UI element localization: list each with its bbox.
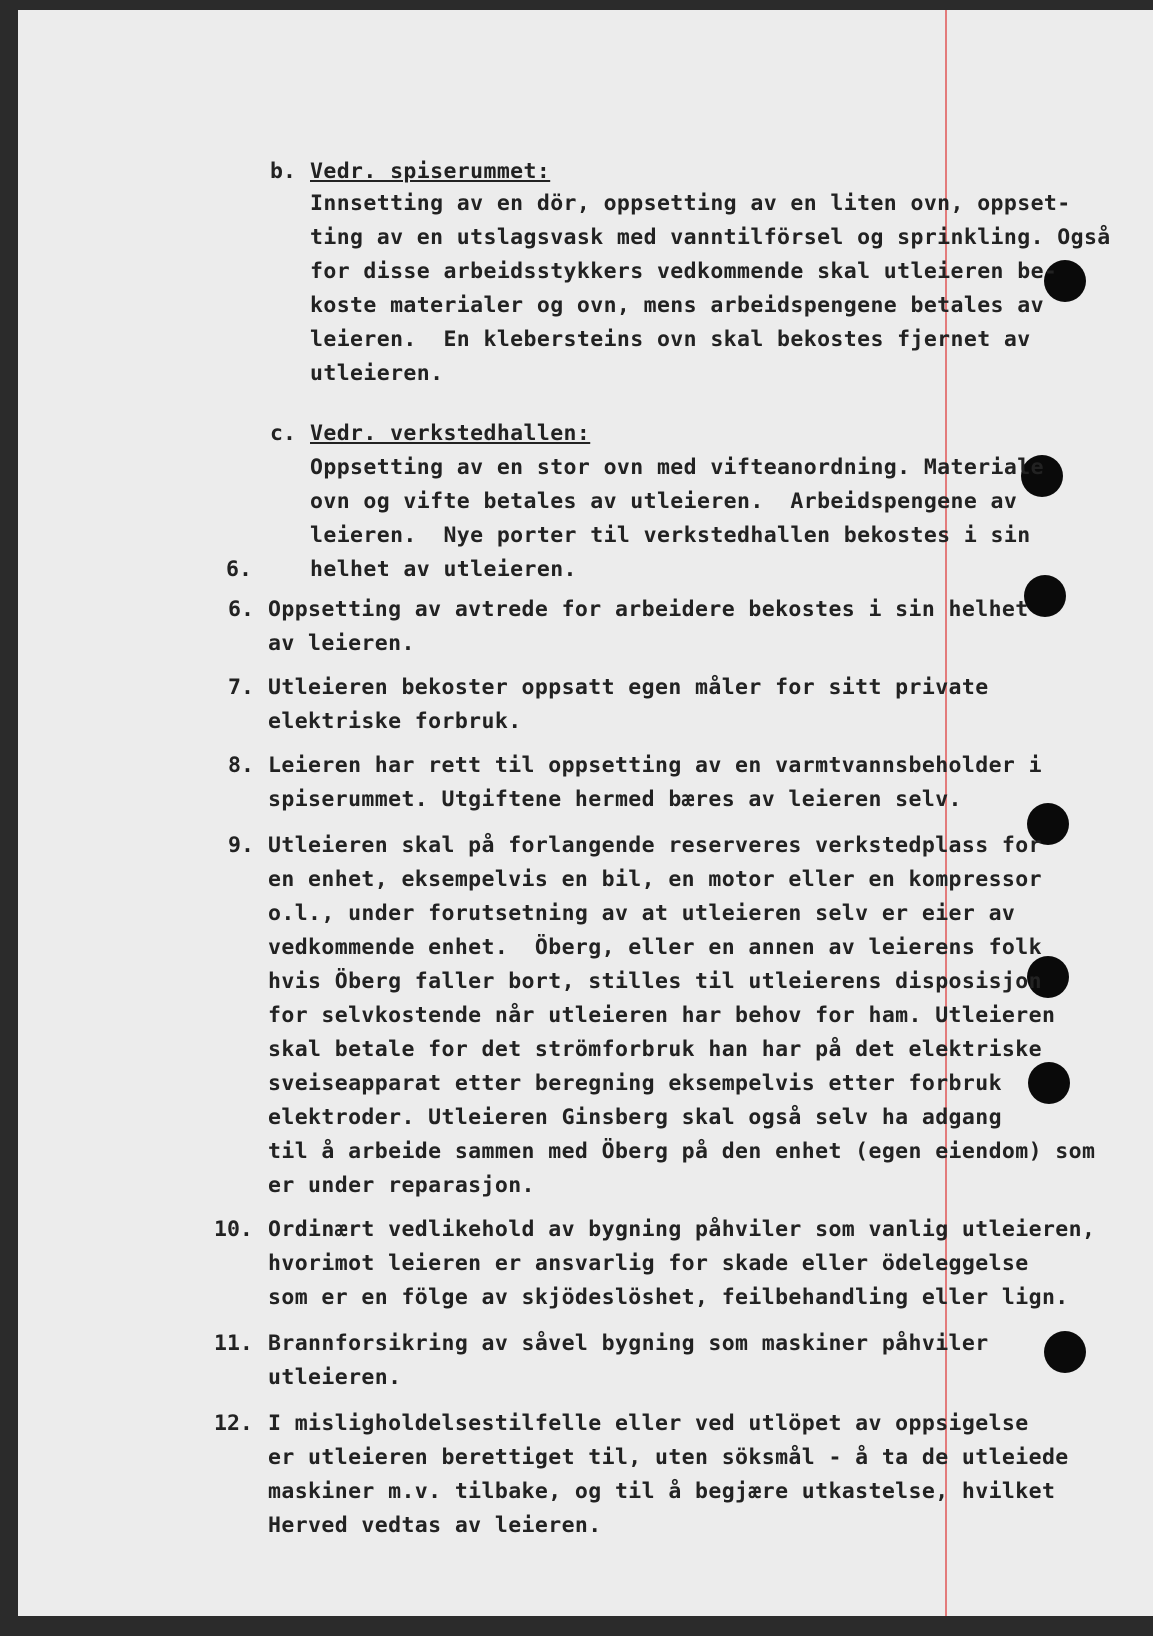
item-number: 7. bbox=[228, 675, 254, 700]
item-line: Ordinært vedlikehold av bygning påhviler som vanlig utleieren, bbox=[268, 1217, 1096, 1242]
section-c-heading: Vedr. verkstedhallen: bbox=[310, 421, 591, 446]
item-line: for selvkostende når utleieren har behov for ham. Utleieren bbox=[268, 1003, 1056, 1028]
item-line: Herved vedtas av leieren. bbox=[268, 1513, 602, 1538]
item-number: 12. bbox=[214, 1411, 253, 1436]
item-number: 8. bbox=[228, 753, 254, 778]
item-line: Utleieren bekoster oppsatt egen måler for sitt private bbox=[268, 675, 989, 700]
item-line: er utleieren berettiget til, uten söksmål - å ta de utleiede bbox=[268, 1445, 1069, 1470]
section-b-line: ting av en utslagsvask med vanntilförsel og sprinkling. Også bbox=[310, 225, 1111, 250]
item-line: Leieren har rett til oppsetting av en varmtvannsbeholder i bbox=[268, 753, 1042, 778]
punch-hole bbox=[1028, 1062, 1070, 1104]
item-number: 11. bbox=[214, 1331, 253, 1356]
item-number: 9. bbox=[228, 833, 254, 858]
item-line: Brannforsikring av såvel bygning som maskiner påhviler bbox=[268, 1331, 989, 1356]
section-c-line: ovn og vifte betales av utleieren. Arbeidspengene av bbox=[310, 489, 1018, 514]
item-line: Oppsetting av avtrede for arbeidere bekostes i sin helhet bbox=[268, 597, 1029, 622]
item-line: vedkommende enhet. Öberg, eller en annen av leierens folk bbox=[268, 935, 1042, 960]
item-line: en enhet, eksempelvis en bil, en motor eller en kompressor bbox=[268, 867, 1042, 892]
section-b-heading: Vedr. spiserummet: bbox=[310, 159, 551, 184]
item-line: til å arbeide sammen med Öberg på den enhet (egen eiendom) som bbox=[268, 1139, 1096, 1164]
item-number: 10. bbox=[214, 1217, 253, 1242]
item-line: sveiseapparat etter beregning eksempelvis etter forbruk bbox=[268, 1071, 1002, 1096]
section-b-label: b. bbox=[270, 159, 296, 184]
item-line: elektroder. Utleieren Ginsberg skal også selv ha adgang bbox=[268, 1105, 1002, 1130]
section-c-label: c. bbox=[270, 421, 296, 446]
item-line: Utleieren skal på forlangende reserveres verkstedplass for bbox=[268, 833, 1042, 858]
section-b-line: leieren. En klebersteins ovn skal bekostes fjernet av bbox=[310, 327, 1031, 352]
item-line: o.l., under forutsetning av at utleieren selv er eier av bbox=[268, 901, 1016, 926]
section-c-line: helhet av utleieren. bbox=[310, 557, 577, 582]
item-line: spiserummet. Utgiftene hermed bæres av leieren selv. bbox=[268, 787, 962, 812]
section-c-line: leieren. Nye porter til verkstedhallen bekostes i sin bbox=[310, 523, 1031, 548]
item-line: maskiner m.v. tilbake, og til å begjære utkastelse, hvilket bbox=[268, 1479, 1056, 1504]
section-b-line: utleieren. bbox=[310, 361, 444, 386]
item-line: hvorimot leieren er ansvarlig for skade eller ödeleggelse bbox=[268, 1251, 1029, 1276]
item-line: utleieren. bbox=[268, 1365, 402, 1390]
item-line: hvis Öberg faller bort, stilles til utleierens disposisjon bbox=[268, 969, 1042, 994]
section-b-line: koste materialer og ovn, mens arbeidspengene betales av bbox=[310, 293, 1044, 318]
document-page bbox=[18, 10, 1153, 1616]
section-c-side-number: 6. bbox=[226, 557, 252, 582]
item-line: som er en fölge av skjödeslöshet, feilbehandling eller lign. bbox=[268, 1285, 1069, 1310]
section-b-line: Innsetting av en dör, oppsetting av en liten ovn, oppset- bbox=[310, 191, 1071, 216]
item-line: er under reparasjon. bbox=[268, 1173, 535, 1198]
section-b-line: for disse arbeidsstykkers vedkommende skal utleieren be- bbox=[310, 259, 1058, 284]
section-c-line: Oppsetting av en stor ovn med vifteanordning. Materiale bbox=[310, 455, 1044, 480]
item-line: elektriske forbruk. bbox=[268, 709, 522, 734]
item-number: 6. bbox=[228, 597, 254, 622]
item-line: skal betale for det strömforbruk han har på det elektriske bbox=[268, 1037, 1042, 1062]
item-line: av leieren. bbox=[268, 631, 415, 656]
punch-hole bbox=[1044, 1331, 1086, 1373]
punch-hole bbox=[1024, 575, 1066, 617]
item-line: I misligholdelsestilfelle eller ved utlöpet av oppsigelse bbox=[268, 1411, 1029, 1436]
